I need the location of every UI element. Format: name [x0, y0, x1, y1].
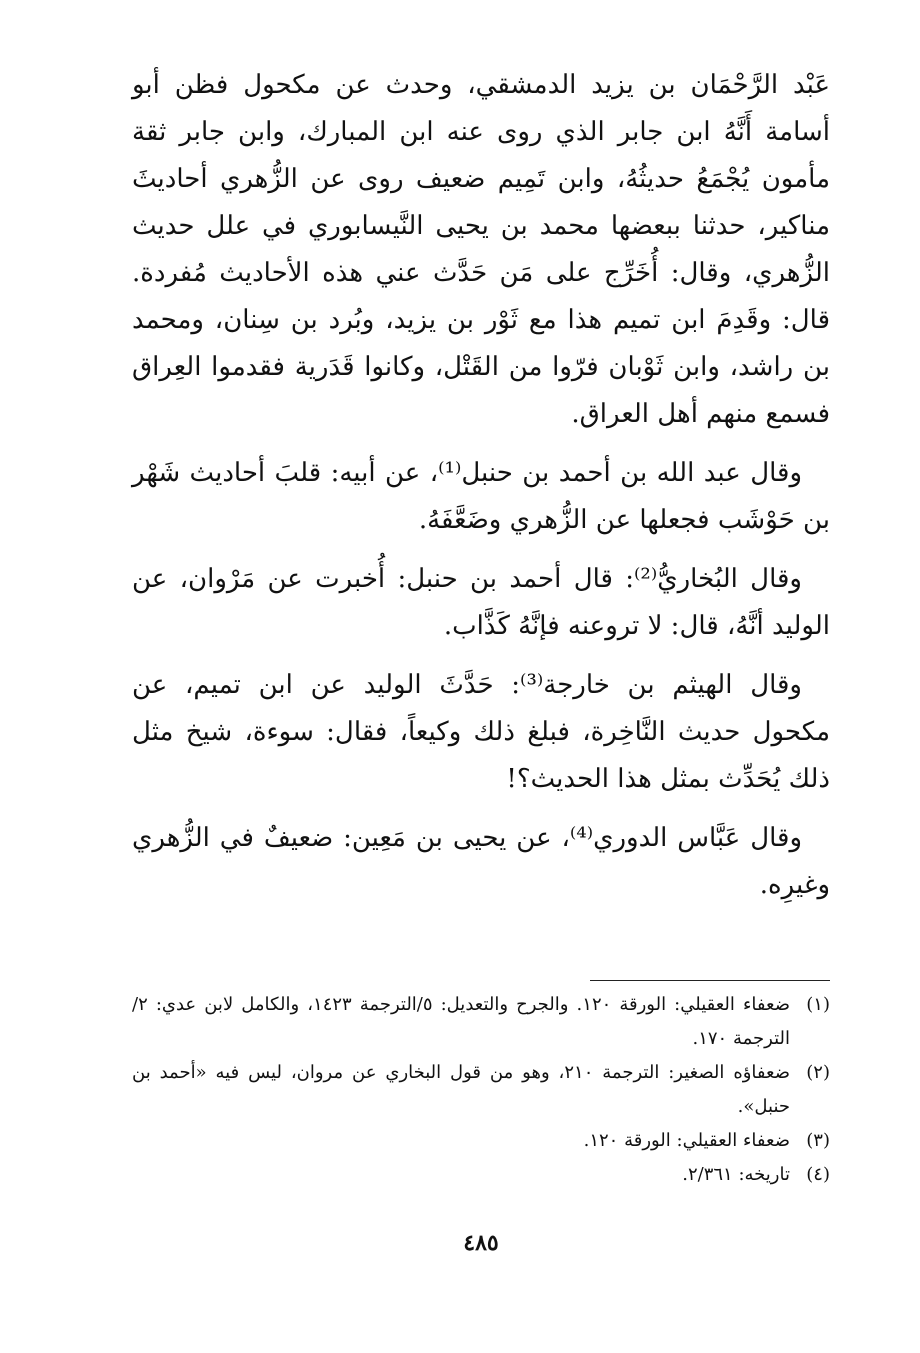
- footnote-separator: [590, 980, 830, 981]
- footnote-text: تاريخه: ٢/٣٦١.: [682, 1164, 790, 1185]
- paragraph-1: عَبْد الرَّحْمَان بن يزيد الدمشقي، وحدث عن مكحول فظن أبو أسامة أَنَّهُ ابن جابر الذي روى عنه ابن المبارك، وابن جابر ثقة مأمون يُجْمَعُ حديثُهُ، وابن تَمِيم ضعيف روى عن الزُّهري أحاديثَ مناكير، حدثنا ببعضها محمد بن يحيى النَّيسابوري في علل حديث الزُّهري، وقال: أُخَرِّج على مَن حَدَّث عني هذه الأحاديث مُفردة. قال: وقَدِمَ ابن تميم هذا مع ثَوْر بن يزيد، وبُرد بن سِنان، ومحمد بن راشد، وابن ثَوْبان فرّوا من القَتْل، وكانوا قَدَرية فقدموا العِراق فسمع منهم أهل العراق.: [132, 70, 831, 429]
- page-number: ٤٨٥: [463, 1230, 499, 1256]
- footnote-2: [132, 1056, 830, 1124]
- footnote-number: (٤): [806, 1164, 830, 1185]
- footnote-4: [132, 1158, 830, 1192]
- footnote-text: ضعفاء العقيلي: الورقة ١٢٠.: [583, 1130, 790, 1151]
- paragraph-2: وقال عبد الله بن أحمد بن حنبل⁽¹⁾، عن أبيه: قلبَ أحاديث شَهْر بن حَوْشَب فجعلها عن الزُّهري وضَعَّفَهُ.: [132, 458, 830, 535]
- footnote-number: (٢): [806, 1062, 830, 1083]
- paragraph-3: وقال البُخاريُّ⁽²⁾: قال أحمد بن حنبل: أُخبرت عن مَرْوان، عن الوليد أنَّهُ، قال: لا تروعنه فإنَّهُ كَذَّاب.: [132, 564, 830, 641]
- footnote-number: (٣): [806, 1130, 830, 1151]
- main-text: [132, 62, 830, 909]
- footnote-3: [132, 1124, 830, 1158]
- footnote-text: ضعفاؤه الصغير: الترجمة ٢١٠، وهو من قول البخاري عن مروان، ليس فيه «أحمد بن حنبل».: [132, 1062, 790, 1117]
- footnotes: [132, 988, 830, 1192]
- footnote-number: (١): [806, 994, 830, 1015]
- paragraph-5: وقال عَبَّاس الدوري⁽⁴⁾، عن يحيى بن مَعِين: ضعيفٌ في الزُّهري وغيرِه.: [132, 823, 830, 900]
- book-page: [132, 62, 830, 1312]
- footnote-1: [132, 988, 830, 1056]
- footnote-text: ضعفاء العقيلي: الورقة ١٢٠. والجرح والتعديل: ٥/الترجمة ١٤٢٣، والكامل لابن عدي: ٢/الترجمة ١٧٠.: [132, 994, 790, 1049]
- paragraph-4: وقال الهيثم بن خارجة⁽³⁾: حَدَّثَ الوليد عن ابن تميم، عن مكحول حديث النَّاخِرة، فبلغ ذلك وكيعاً، فقال: سوءة، شيخ مثل ذلك يُحَدِّث بمثل هذا الحديث؟!: [132, 670, 830, 794]
